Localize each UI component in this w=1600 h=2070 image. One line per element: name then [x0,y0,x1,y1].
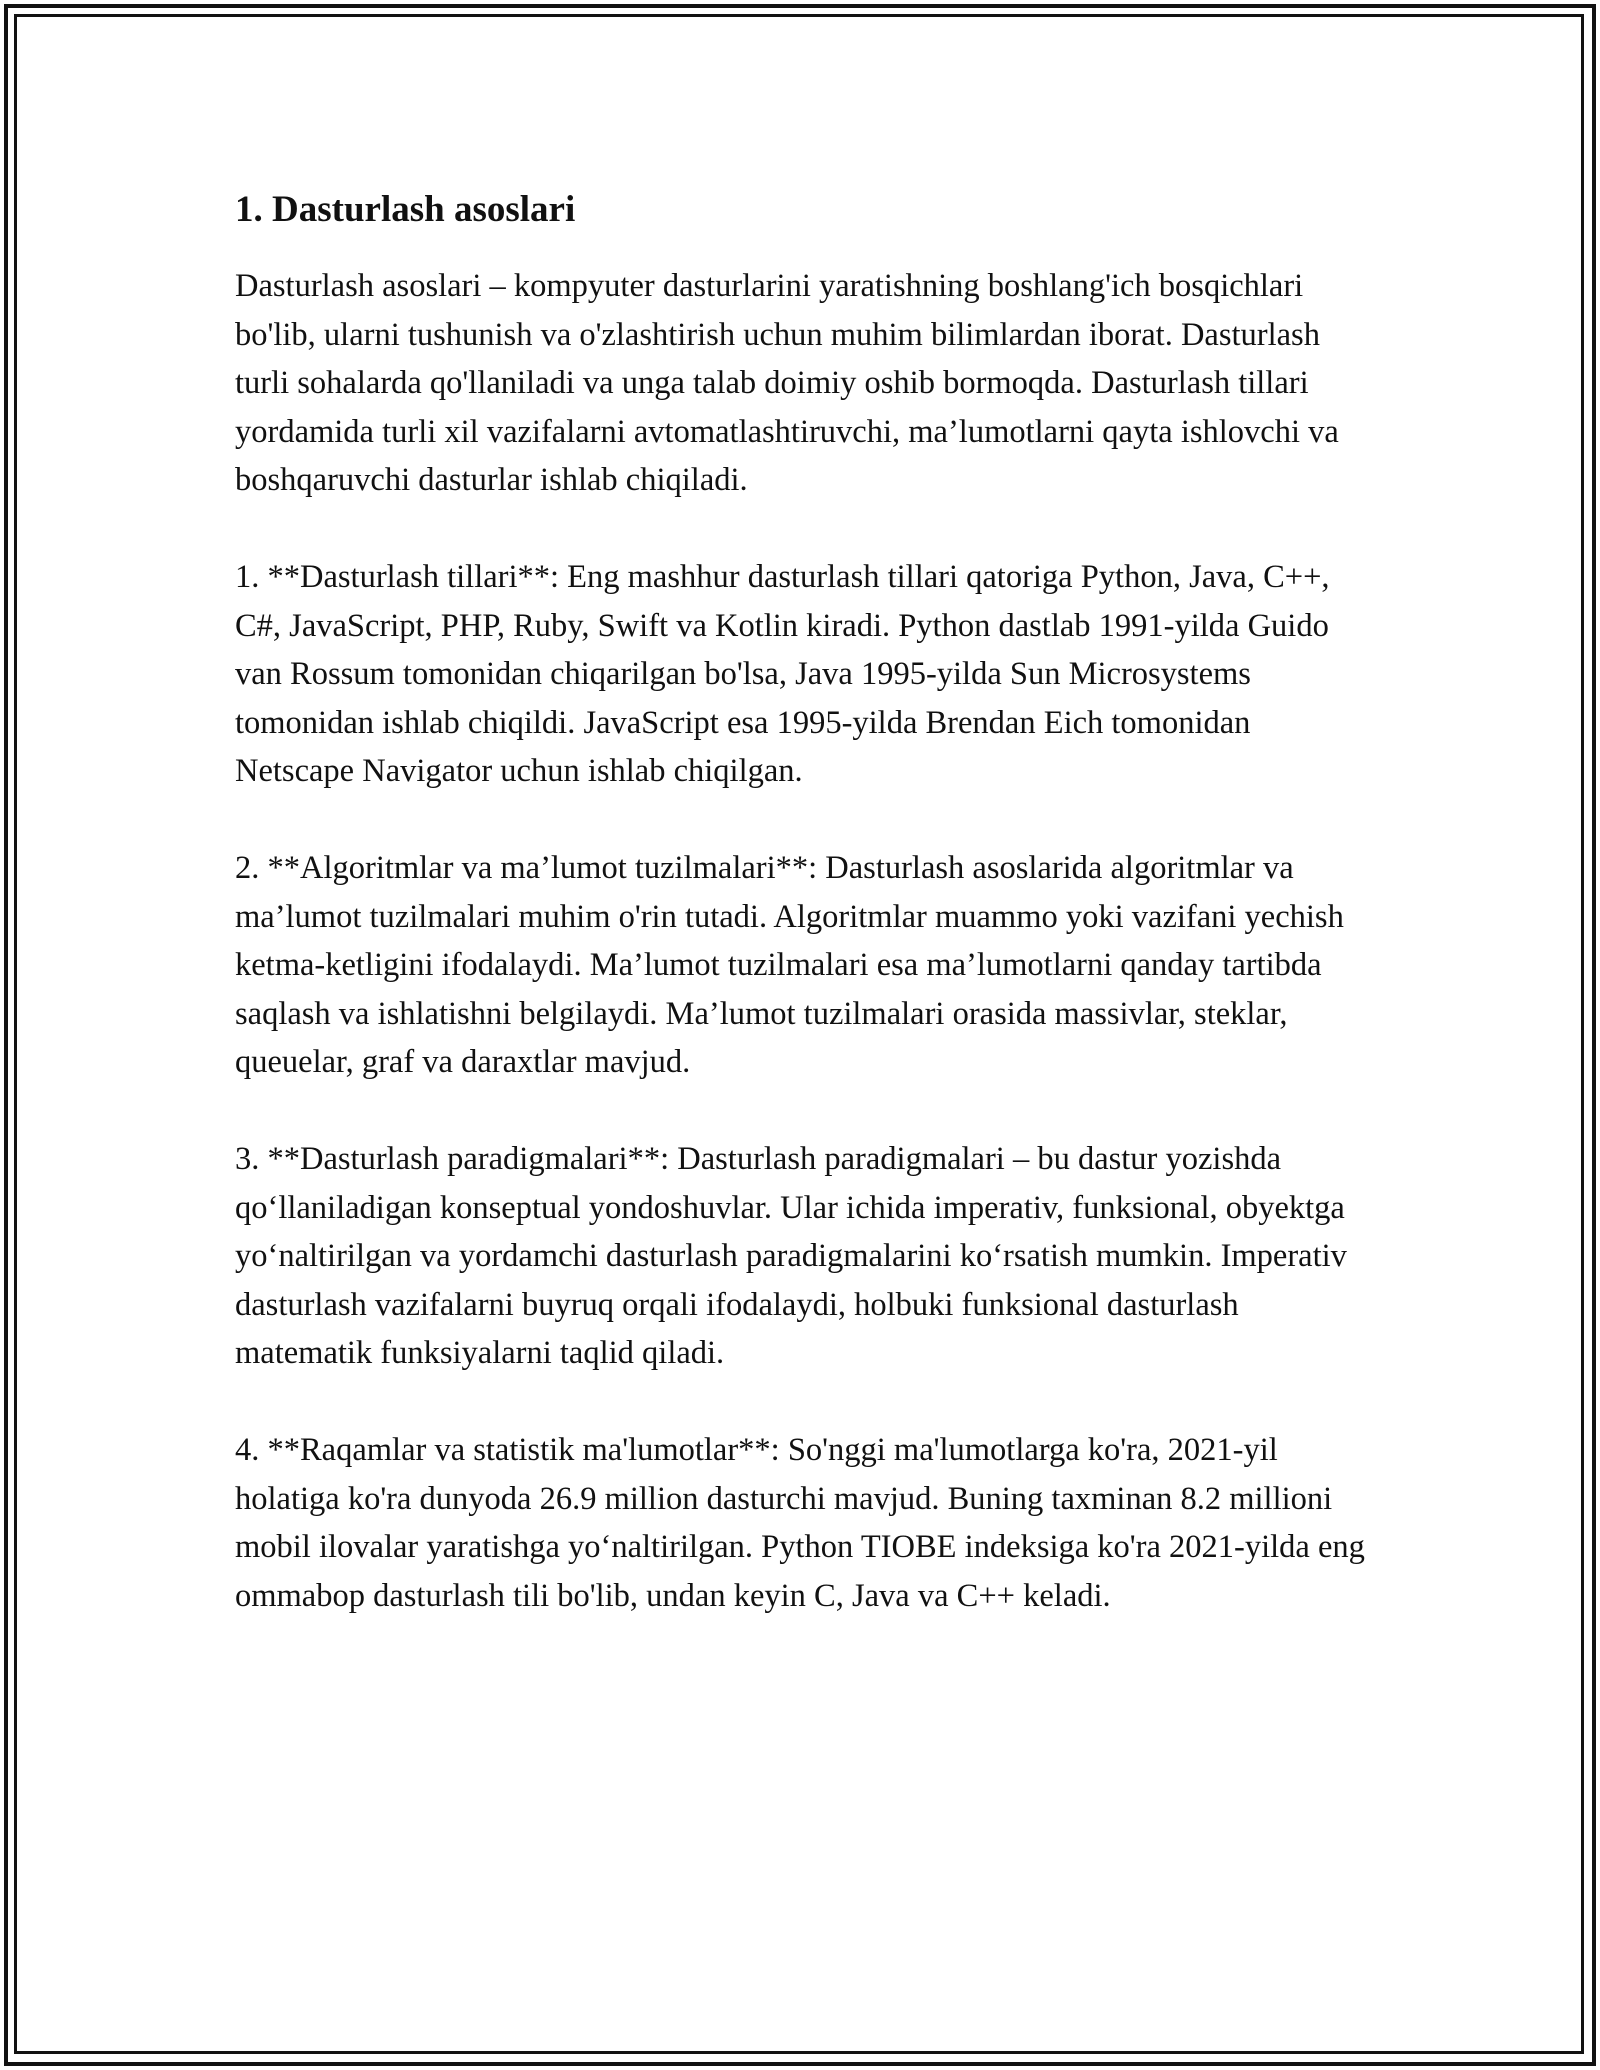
section-programming-paradigms: 3. **Dasturlash paradigmalari**: Dasturlash paradigmalari – bu dastur yozishda qo‘llaniladigan konseptual yondoshuvlar. Ular ichida imperativ, funksional, obyektga yo‘naltirilgan va yordamchi dasturlash paradigmalarini ko‘rsatish mumkin. Imperativ dasturlash vazifalarni buyruq orqali ifodalaydi, holbuki funksional dasturlash matematik funksiyalarni taqlid qiladi. [235,1141,1347,1371]
document-title: 1. Dasturlash asoslari [235,189,576,230]
intro-paragraph: Dasturlash asoslari – kompyuter dasturlarini yaratishning boshlang'ich bosqichlari bo'lib, ularni tushunish va o'zlashtirish uchun muhim bilimlardan iborat. Dasturlash turli sohalarda qo'llaniladi va unga talab doimiy oshib bormoqda. Dasturlash tillari yordamida turli xil vazifalarni avtomatlashtiruvchi, ma’lumotlarni qayta ishlovchi va boshqaruvchi dasturlar ishlab chiqiladi. [235,268,1339,498]
section-programming-languages: 1. **Dasturlash tillari**: Eng mashhur dasturlash tillari qatoriga Python, Java, C++, C#, JavaScript, PHP, Ruby, Swift va Kotlin kiradi. Python dastlab 1991-yilda Guido van Rossum tomonidan chiqarilgan bo'lsa, Java 1995-yilda Sun Microsystems tomonidan ishlab chiqildi. JavaScript esa 1995-yilda Brendan Eich tomonidan Netscape Navigator uchun ishlab chiqilgan. [235,559,1330,789]
section-statistics: 4. **Raqamlar va statistik ma'lumotlar**: So'nggi ma'lumotlarga ko'ra, 2021-yil holatiga ko'ra dunyoda 26.9 million dasturchi mavjud. Buning taxminan 8.2 millioni mobil ilovalar yaratishga yo‘naltirilgan. Python TIOBE indeksiga ko'ra 2021-yilda eng ommabop dasturlash tili bo'lib, undan keyin C, Java va C++ keladi. [235,1432,1365,1614]
document-body [235,186,1375,1669]
section-algorithms-data-structures: 2. **Algoritmlar va ma’lumot tuzilmalari**: Dasturlash asoslarida algoritmlar va ma’lumot tuzilmalari muhim o'rin tutadi. Algoritmlar muammo yoki vazifani yechish ketma-ketligini ifodalaydi. Ma’lumot tuzilmalari esa ma’lumotlarni qanday tartibda saqlash va ishlatishni belgilaydi. Ma’lumot tuzilmalari orasida massivlar, steklar, queuelar, graf va daraxtlar mavjud. [235,850,1344,1080]
